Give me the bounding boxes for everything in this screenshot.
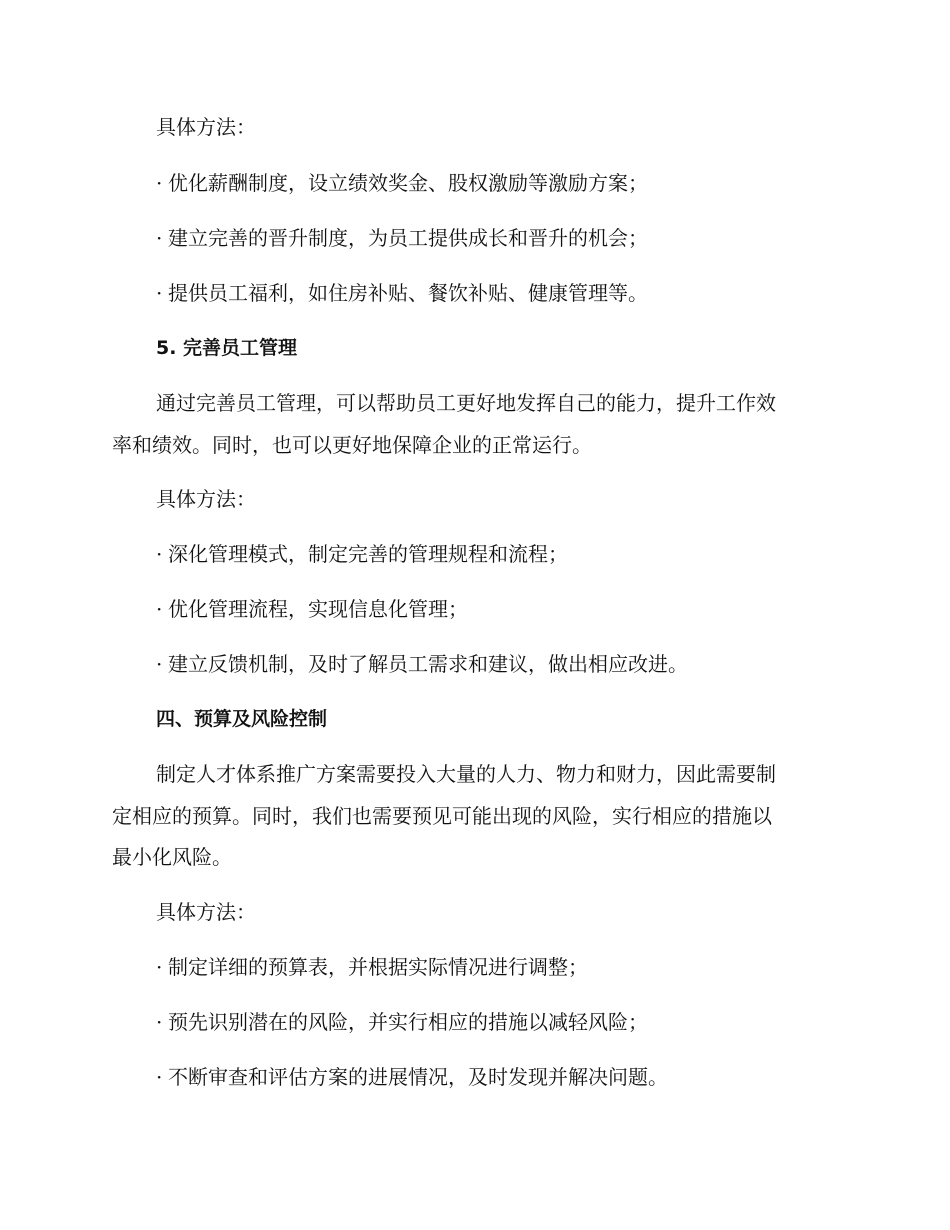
bullet-mark: · xyxy=(156,652,163,676)
paragraph-line: 最小化风险。 xyxy=(112,845,232,869)
bullet-mark: · xyxy=(156,1065,163,1089)
section-heading: 5. 完善员工管理 xyxy=(156,337,298,359)
paragraph-line: 制定人才体系推广方案需要投入大量的人力、物力和财力，因此需要制 xyxy=(156,762,776,786)
list-item: · 优化管理流程，实现信息化管理； xyxy=(156,597,468,621)
bullet-mark: · xyxy=(156,171,163,195)
list-item: · 优化薪酬制度，设立绩效奖金、股权激励等激励方案； xyxy=(156,171,648,195)
bullet-mark: · xyxy=(156,1010,163,1034)
list-item: · 提供员工福利，如住房补贴、餐饮补贴、健康管理等。 xyxy=(156,281,648,305)
method-label: 具体方法： xyxy=(156,487,256,511)
list-item: · 深化管理模式，制定完善的管理规程和流程； xyxy=(156,542,568,566)
bullet-mark: · xyxy=(156,281,163,305)
paragraph-line: 通过完善员工管理，可以帮助员工更好地发挥自己的能力，提升工作效 xyxy=(156,391,776,415)
list-item: · 预先识别潜在的风险，并实行相应的措施以减轻风险； xyxy=(156,1010,648,1034)
method-label: 具体方法： xyxy=(156,115,256,139)
bullet-mark: · xyxy=(156,542,163,566)
paragraph-line: 率和绩效。同时，也可以更好地保障企业的正常运行。 xyxy=(112,433,592,457)
method-label: 具体方法： xyxy=(156,900,256,924)
bullet-mark: · xyxy=(156,955,163,979)
section-heading: 四、预算及风险控制 xyxy=(156,708,328,730)
list-item: · 建立完善的晋升制度，为员工提供成长和晋升的机会； xyxy=(156,226,648,250)
list-item: · 建立反馈机制，及时了解员工需求和建议，做出相应改进。 xyxy=(156,652,688,676)
bullet-mark: · xyxy=(156,597,163,621)
list-item: · 不断审查和评估方案的进展情况，及时发现并解决问题。 xyxy=(156,1065,668,1089)
paragraph-line: 定相应的预算。同时，我们也需要预见可能出现的风险，实行相应的措施以 xyxy=(112,804,772,828)
list-item: · 制定详细的预算表，并根据实际情况进行调整； xyxy=(156,955,588,979)
bullet-mark: · xyxy=(156,226,163,250)
